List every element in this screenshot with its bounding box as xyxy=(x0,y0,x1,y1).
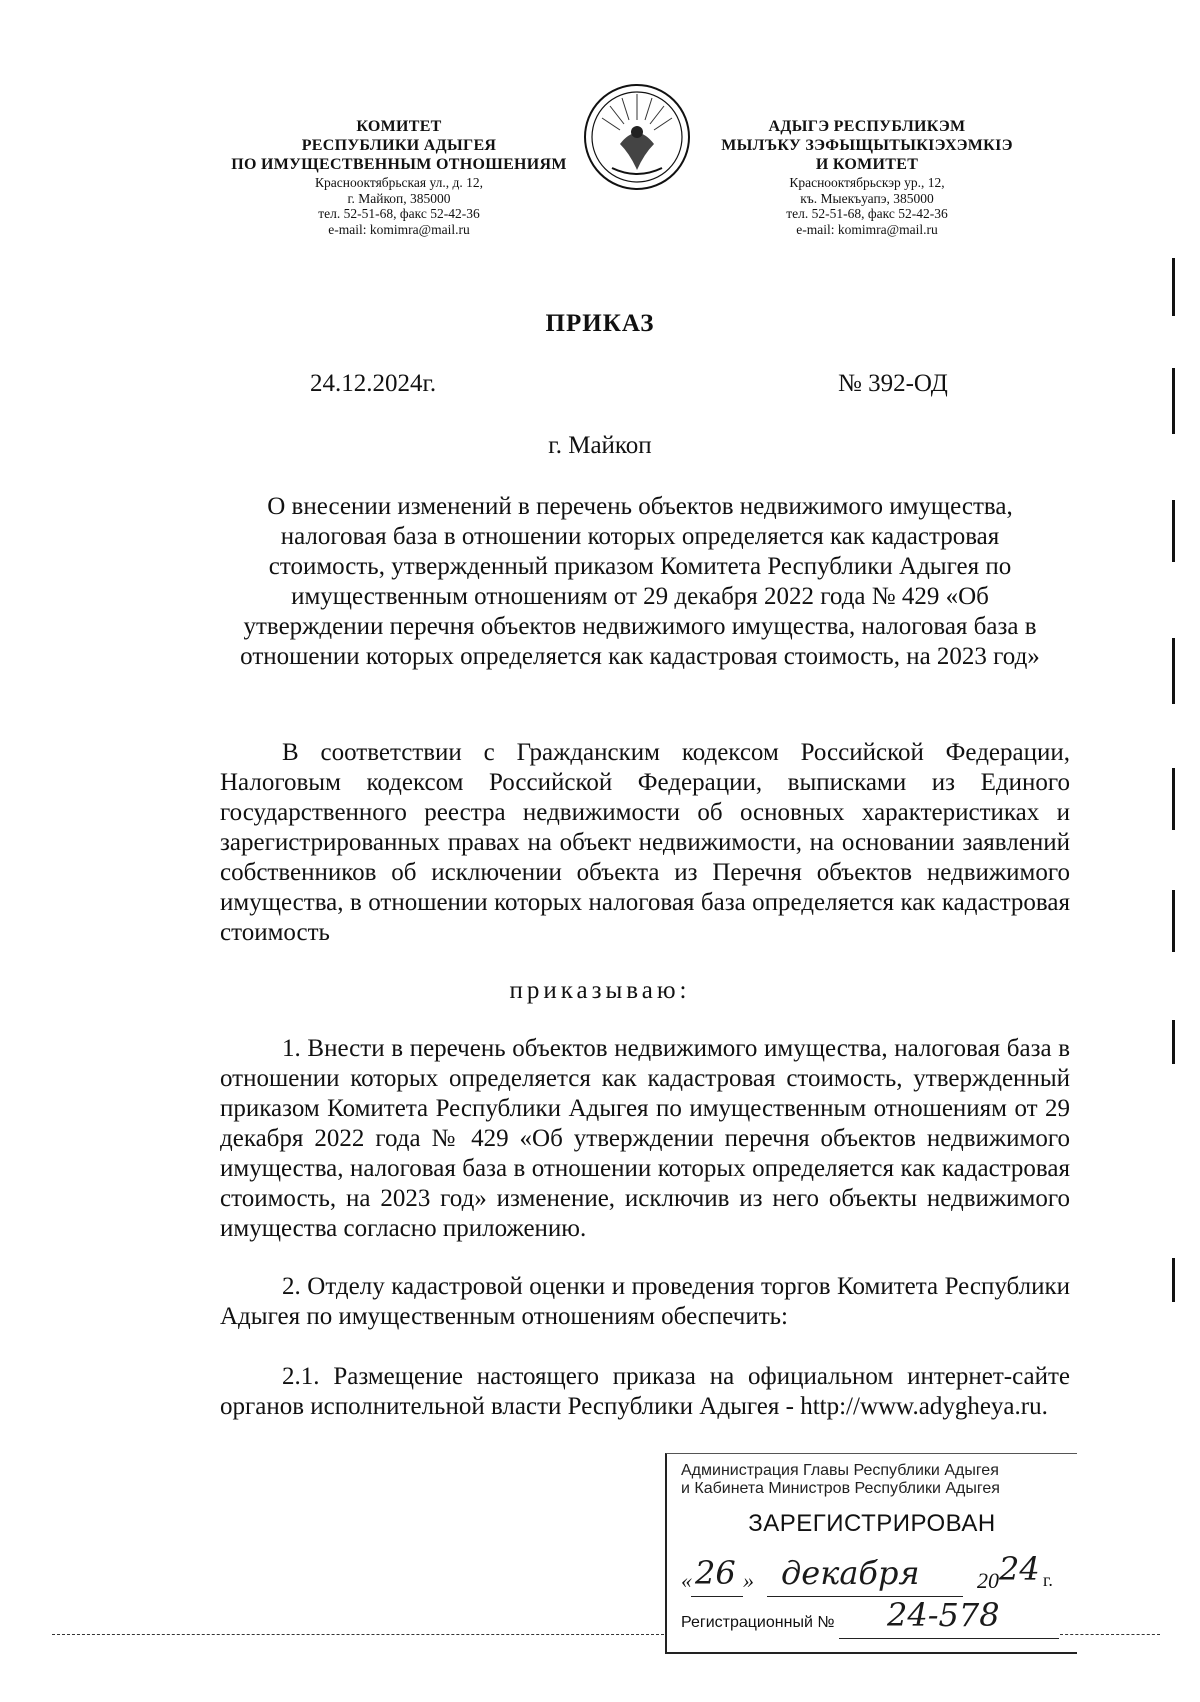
item-2-1-paragraph: 2.1. Размещение настоящего приказа на официальном интернет-сайте органов исполнительной власти Республики Адыгея - http://www.adygheya.ru. xyxy=(220,1363,1070,1420)
header-right-title-3: И КОМИТЕТ xyxy=(815,155,919,173)
subject-line: налоговая база в отношении которых определяется как кадастровая xyxy=(280,523,1000,550)
stamp-line-1: Администрация Главы Республики Адыгея xyxy=(681,1462,999,1479)
bottom-divider-right xyxy=(1060,1634,1160,1635)
item-1-paragraph: 1. Внести в перечень объектов недвижимого имущества, налоговая база в отношении которых определяется как кадастровая стоимость, утвержденный приказом Комитета Республики Адыгея по имущественным отношениям от 29 декабря 2022 года № 429 «Об утверждении перечня объектов недвижимого имущества, налоговая база в отношении которых определяется как кадастровая стоимость, на 2023 год» изменение, исключив из него объекты недвижимого имущества согласно приложению. xyxy=(220,1035,1070,1242)
header-left xyxy=(214,118,584,238)
preamble-paragraph: В соответствии с Гражданским кодексом Российской Федерации, Налоговым кодексом Российской Федерации, выписками из Единого государственного реестра недвижимости об основных характеристиках и зарегистрированных правах на объект недвижимости, на основании заявлений собственников об исключении объекта из Перечня объектов недвижимого имущества, в отношении которых налоговая база определяется как кадастровая стоимость xyxy=(220,739,1070,946)
subject-line: отношении которых определяется как кадастровая стоимость, на 2023 год» xyxy=(240,643,1040,670)
stamp-regno-value: 24-578 xyxy=(887,1596,1000,1634)
subject-line: имущественным отношениям от 29 декабря 2022 года № 429 «Об xyxy=(291,583,989,610)
stamp-regno-label: Регистрационный № xyxy=(681,1614,835,1631)
order-subject xyxy=(210,492,1070,672)
header-left-address-4: e-mail: komimra@mail.ru xyxy=(328,222,470,238)
subject-line: утверждении перечня объектов недвижимого имущества, налоговая база в xyxy=(243,613,1037,640)
adygea-coat-of-arms-icon xyxy=(582,82,692,192)
subject-line: О внесении изменений в перечень объектов недвижимого имущества, xyxy=(267,493,1013,520)
stamp-year-prefix: 20 xyxy=(977,1568,999,1593)
header-left-address-3: тел. 52-51-68, факс 52-42-36 xyxy=(318,206,480,222)
stamp-day: 26 xyxy=(695,1554,736,1592)
item-2-paragraph: 2. Отделу кадастровой оценки и проведения торгов Комитета Республики Адыгея по имущественным отношениям обеспечить: xyxy=(220,1273,1070,1330)
header-right-address-1: Краснооктябрьскэр ур., 12, xyxy=(789,174,945,190)
order-title: ПРИКАЗ xyxy=(545,310,655,337)
header-right-address-2: къ. Мыекъуапэ, 385000 xyxy=(800,190,934,206)
order-city: г. Майкоп xyxy=(548,432,652,459)
scan-mark xyxy=(1172,638,1175,704)
scan-mark xyxy=(1172,1020,1175,1064)
header-right-address-3: тел. 52-51-68, факс 52-42-36 xyxy=(786,206,948,222)
scan-mark xyxy=(1172,768,1175,830)
order-word: приказываю: xyxy=(509,977,691,1004)
stamp-quote-close: » xyxy=(743,1568,754,1593)
header-left-title-2: РЕСПУБЛИКИ АДЫГЕЯ xyxy=(301,136,497,154)
header-left-address-2: г. Майкоп, 385000 xyxy=(347,190,451,206)
stamp-year-suffix: 24 xyxy=(999,1550,1040,1588)
scan-mark xyxy=(1172,1258,1175,1302)
header-right-title-1: АДЫГЭ РЕСПУБЛИКЭМ xyxy=(768,118,966,135)
header-right-title-2: МЫЛЪКУ ЗЭФЫЩЫТЫКIЭХЭМКIЭ xyxy=(721,136,1013,154)
registration-stamp xyxy=(665,1453,1077,1654)
subject-line: стоимость, утвержденный приказом Комитета Республики Адыгея по xyxy=(268,553,1012,580)
stamp-regno-line xyxy=(839,1638,1059,1639)
header-left-title-1: КОМИТЕТ xyxy=(356,118,442,135)
scan-mark xyxy=(1172,258,1175,316)
header-left-title-3: ПО ИМУЩЕСТВЕННЫМ ОТНОШЕНИЯМ xyxy=(231,155,567,173)
stamp-status: ЗАРЕГИСТРИРОВАН xyxy=(748,1510,996,1537)
header-right xyxy=(712,118,1022,238)
header-right-address-4: e-mail: komimra@mail.ru xyxy=(796,222,938,238)
order-number: № 392-ОД xyxy=(838,370,948,397)
scan-mark xyxy=(1172,368,1175,434)
stamp-day-line xyxy=(691,1596,743,1597)
stamp-line-2: и Кабинета Министров Республики Адыгея xyxy=(681,1480,1000,1497)
scan-mark xyxy=(1172,890,1175,952)
bottom-divider xyxy=(52,1634,664,1635)
stamp-month: декабря xyxy=(781,1554,920,1592)
scan-mark xyxy=(1172,500,1175,562)
header-left-address-1: Краснооктябрьская ул., д. 12, xyxy=(315,174,483,190)
stamp-quote-open: « xyxy=(681,1568,692,1593)
order-date: 24.12.2024г. xyxy=(310,370,437,397)
stamp-year-unit: г. xyxy=(1043,1570,1053,1590)
